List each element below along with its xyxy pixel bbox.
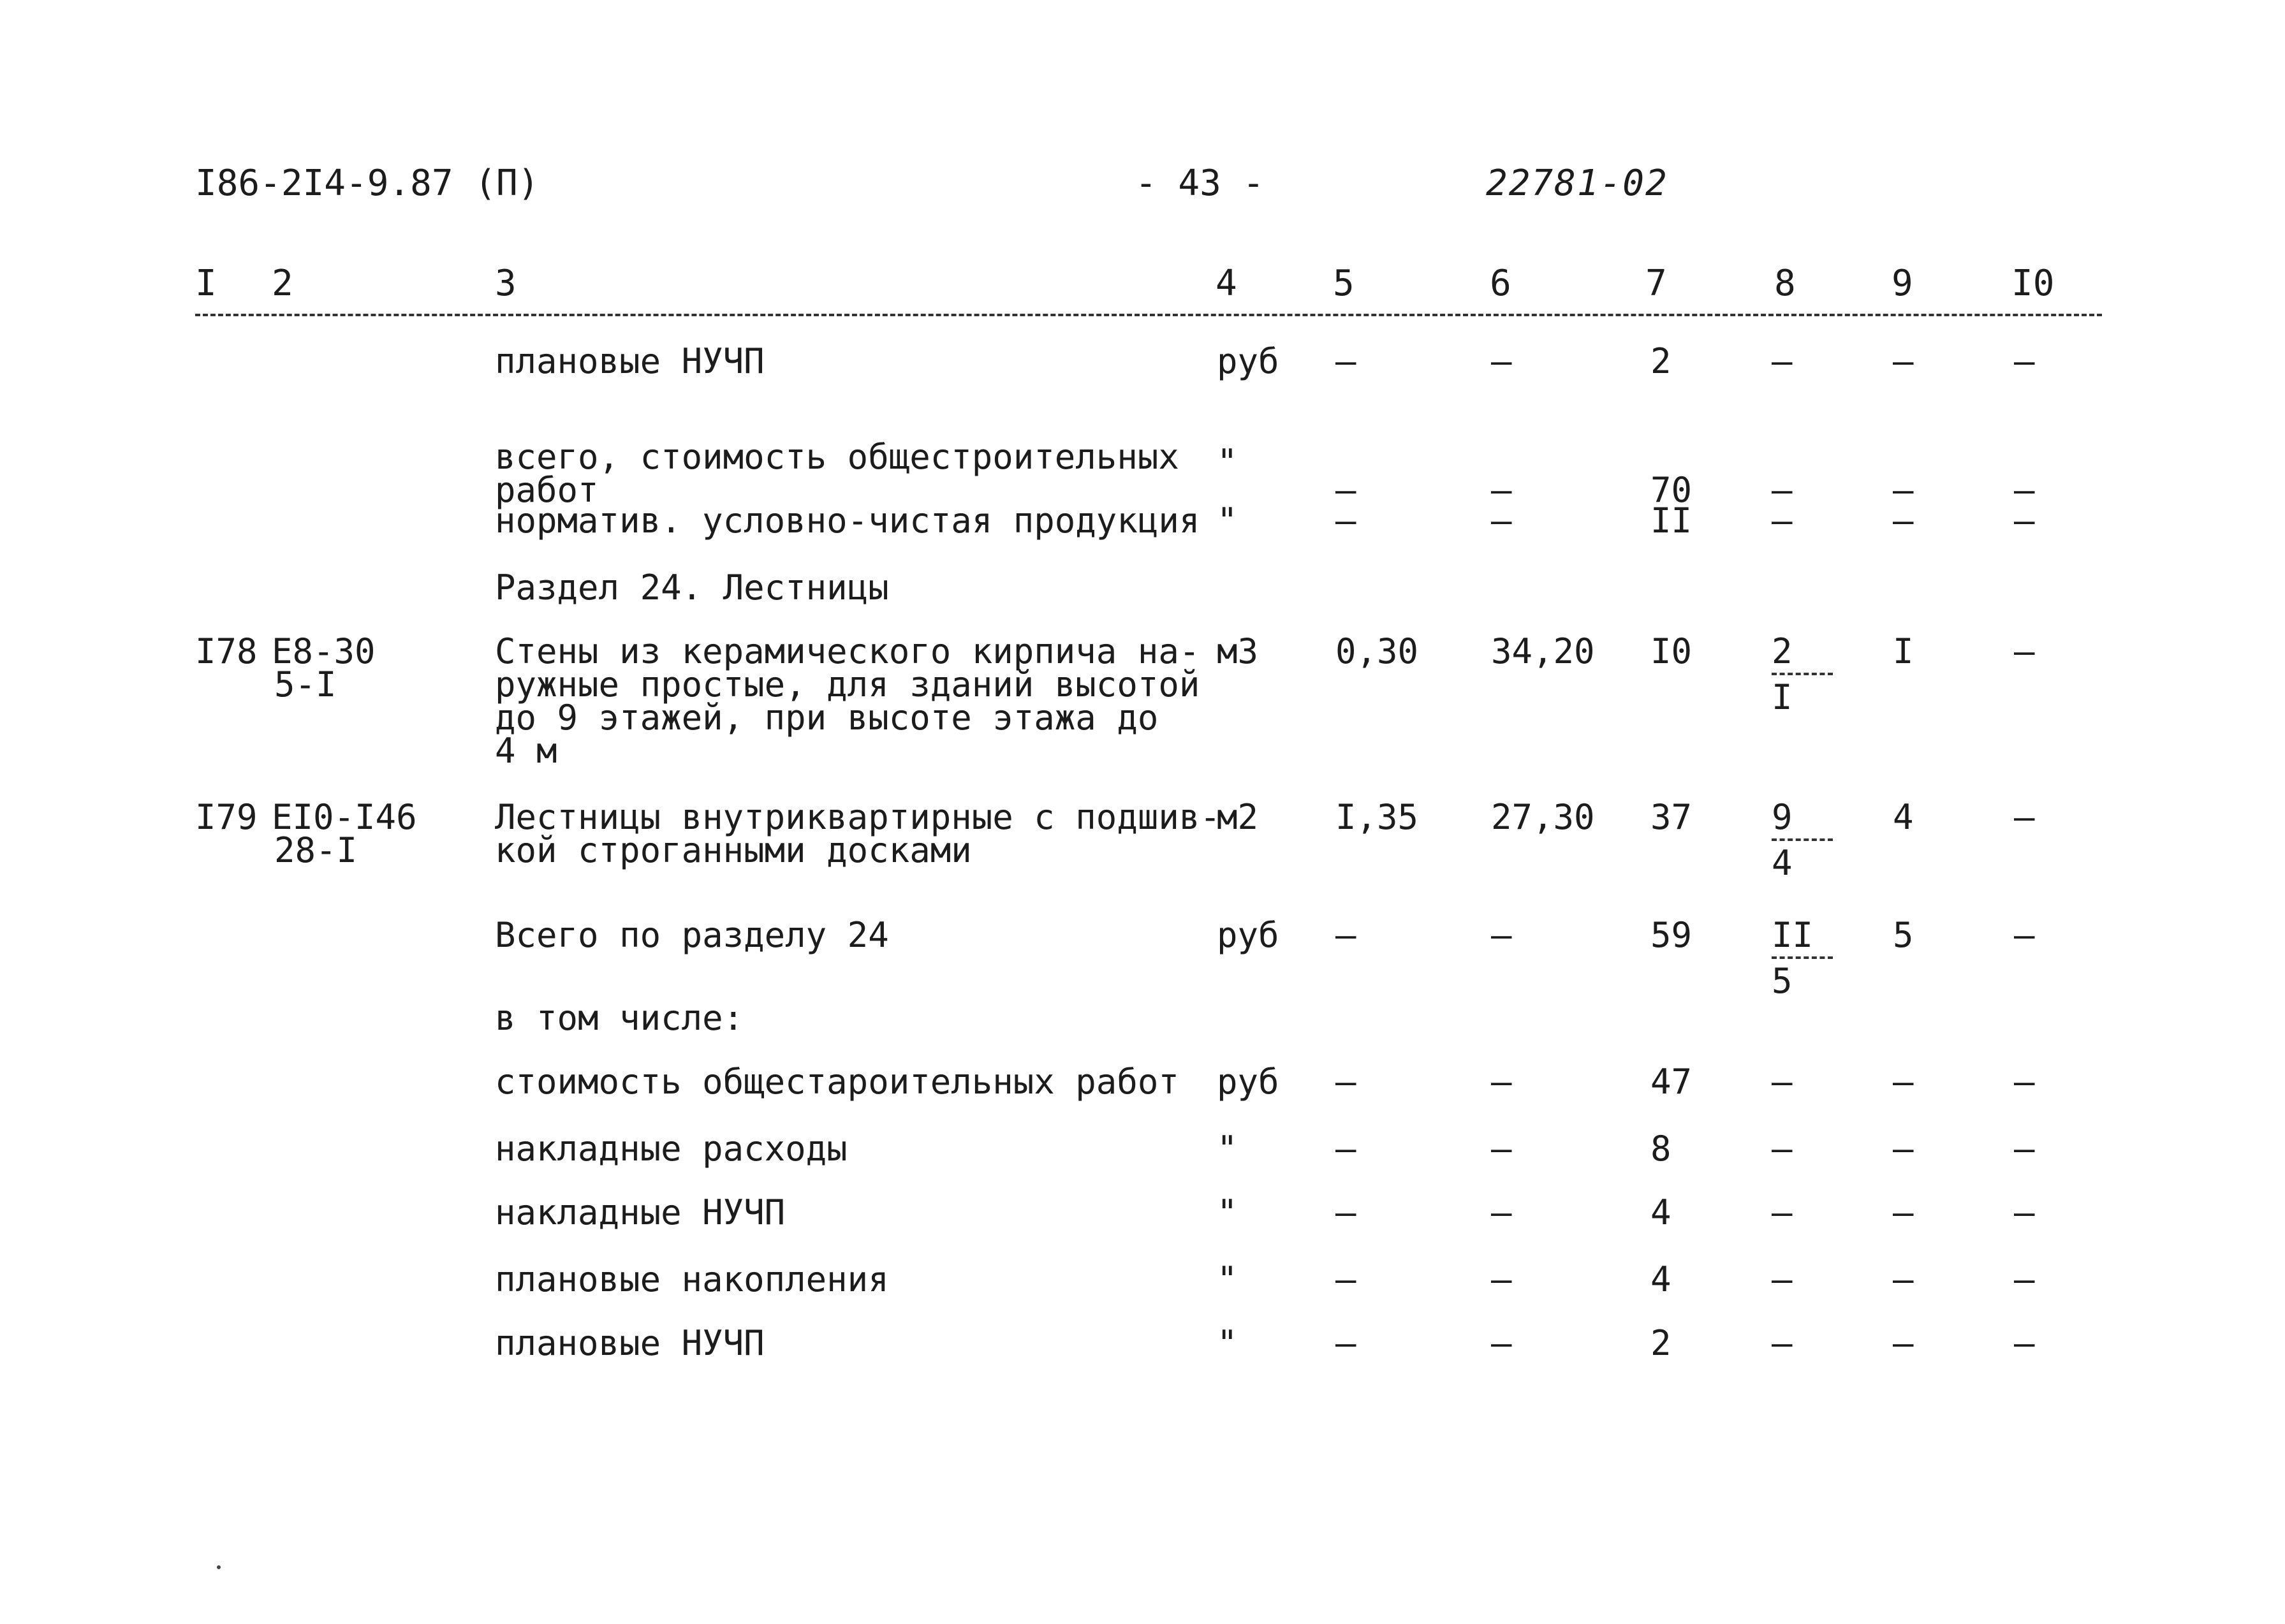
materials: –	[2014, 470, 2035, 510]
item-description: работ	[495, 470, 599, 510]
machines: 5	[1893, 915, 1914, 955]
quantity: 0,30	[1335, 631, 1419, 671]
column-number: 6	[1490, 263, 1511, 304]
total-cost: I0	[1650, 631, 1693, 671]
wages: –	[1772, 1259, 1793, 1299]
machines: –	[1893, 1323, 1914, 1363]
wages: –	[1772, 1129, 1793, 1169]
materials: –	[2014, 915, 2035, 955]
wages: –	[1772, 1192, 1793, 1233]
total-cost: II	[1650, 501, 1693, 541]
unit-price: 34,20	[1491, 631, 1595, 671]
page-number: - 43 -	[1135, 163, 1265, 204]
unit: "	[1217, 1192, 1238, 1233]
item-description: в том числе:	[495, 998, 744, 1038]
total-cost: 8	[1650, 1129, 1672, 1169]
wages-fraction	[1772, 797, 1833, 883]
unit: м3	[1217, 631, 1259, 671]
price-code: 5-I	[274, 664, 337, 705]
wages-fraction	[1772, 915, 1833, 1001]
unit-price: –	[1491, 1062, 1512, 1102]
unit: руб	[1217, 1062, 1279, 1102]
total-cost: 4	[1650, 1259, 1672, 1299]
machines: 4	[1893, 797, 1914, 837]
column-number: 4	[1216, 263, 1237, 304]
fraction-numerator: 2	[1772, 634, 1833, 675]
total-cost: 37	[1650, 797, 1693, 837]
item-description: 4 м	[495, 731, 557, 771]
column-number-row	[195, 263, 2102, 316]
fraction-numerator: 9	[1772, 800, 1833, 841]
total-cost: 2	[1650, 341, 1672, 381]
unit: "	[1217, 1129, 1238, 1169]
column-number: 2	[272, 263, 293, 304]
unit-price: 27,30	[1491, 797, 1595, 837]
unit: "	[1217, 1259, 1238, 1299]
unit-price: –	[1491, 1259, 1512, 1299]
materials: –	[2014, 631, 2035, 671]
fraction-denominator: 5	[1772, 961, 1793, 1001]
unit: руб	[1217, 341, 1279, 381]
price-code: Е8-30	[272, 631, 376, 671]
wages: –	[1772, 470, 1793, 510]
item-number: I79	[195, 797, 258, 837]
fraction-denominator: I	[1772, 677, 1793, 717]
item-description: стоимость общестароительных работ	[495, 1062, 1179, 1102]
unit: "	[1217, 1323, 1238, 1363]
unit-price: –	[1491, 1192, 1512, 1233]
item-description: Лестницы внутриквартирные с подшив-	[495, 797, 1221, 837]
unit: "	[1217, 442, 1238, 482]
unit: "	[1217, 501, 1238, 541]
column-number: 7	[1645, 263, 1667, 304]
item-description: плановые НУЧП	[495, 1323, 765, 1363]
materials: –	[2014, 341, 2035, 381]
item-description: накладные расходы	[495, 1129, 848, 1169]
item-number: I78	[195, 631, 258, 671]
machines: I	[1893, 631, 1914, 671]
quantity: –	[1335, 1259, 1356, 1299]
price-code: 28-I	[274, 830, 358, 870]
quantity: –	[1335, 1192, 1356, 1233]
item-description: Всего по разделу 24	[495, 915, 889, 955]
item-description: накладные НУЧП	[495, 1192, 786, 1233]
total-cost: 70	[1650, 470, 1693, 510]
unit: руб	[1217, 915, 1279, 955]
quantity: –	[1335, 1129, 1356, 1169]
unit-price: –	[1491, 1129, 1512, 1169]
materials: –	[2014, 501, 2035, 541]
quantity: –	[1335, 1323, 1356, 1363]
quantity: –	[1335, 501, 1356, 541]
machines: –	[1893, 1062, 1914, 1102]
unit-price: –	[1491, 341, 1512, 381]
column-number: 9	[1892, 263, 1913, 304]
unit-price: –	[1491, 915, 1512, 955]
item-description: Стены из керамического кирпича на-	[495, 631, 1200, 671]
item-description: плановые НУЧП	[495, 341, 765, 381]
total-cost: 4	[1650, 1192, 1672, 1233]
quantity: –	[1335, 470, 1356, 510]
quantity: –	[1335, 915, 1356, 955]
total-cost: 59	[1650, 915, 1693, 955]
wages: –	[1772, 1062, 1793, 1102]
item-description: норматив. условно-чистая продукция	[495, 501, 1200, 541]
machines: –	[1893, 501, 1914, 541]
fraction-numerator: II	[1772, 918, 1833, 959]
machines: –	[1893, 470, 1914, 510]
quantity: –	[1335, 1062, 1356, 1102]
column-number: 8	[1774, 263, 1796, 304]
wages: –	[1772, 341, 1793, 381]
materials: –	[2014, 797, 2035, 837]
machines: –	[1893, 1129, 1914, 1169]
price-code: ЕI0-I46	[272, 797, 417, 837]
document-number: I86-2I4-9.87 (П)	[195, 163, 540, 204]
wages-fraction	[1772, 631, 1833, 717]
item-description: ружные простые, для зданий высотой	[495, 664, 1200, 705]
machines: –	[1893, 341, 1914, 381]
column-number: I0	[2011, 263, 2055, 304]
item-description: до 9 этажей, при высоте этажа до	[495, 698, 1159, 738]
unit-price: –	[1491, 1323, 1512, 1363]
total-cost: 47	[1650, 1062, 1693, 1102]
quantity: I,35	[1335, 797, 1419, 837]
item-description: всего, стоимость общестроительных	[495, 437, 1179, 477]
column-number: 5	[1333, 263, 1355, 304]
item-description: Раздел 24. Лестницы	[495, 567, 889, 608]
quantity: –	[1335, 341, 1356, 381]
materials: –	[2014, 1192, 2035, 1233]
materials: –	[2014, 1062, 2035, 1102]
materials: –	[2014, 1129, 2035, 1169]
item-description: кой строганными досками	[495, 830, 972, 870]
machines: –	[1893, 1192, 1914, 1233]
column-number: 3	[495, 263, 517, 304]
stray-mark	[217, 1565, 221, 1569]
unit-price: –	[1491, 501, 1512, 541]
materials: –	[2014, 1323, 2035, 1363]
wages: –	[1772, 501, 1793, 541]
machines: –	[1893, 1259, 1914, 1299]
materials: –	[2014, 1259, 2035, 1299]
item-description: плановые накопления	[495, 1259, 889, 1299]
column-number: I	[195, 263, 217, 304]
total-cost: 2	[1650, 1323, 1672, 1363]
unit-price: –	[1491, 470, 1512, 510]
handwritten-code: 22781-02	[1486, 163, 1668, 204]
fraction-denominator: 4	[1772, 843, 1793, 883]
wages: –	[1772, 1323, 1793, 1363]
unit: м2	[1217, 797, 1259, 837]
